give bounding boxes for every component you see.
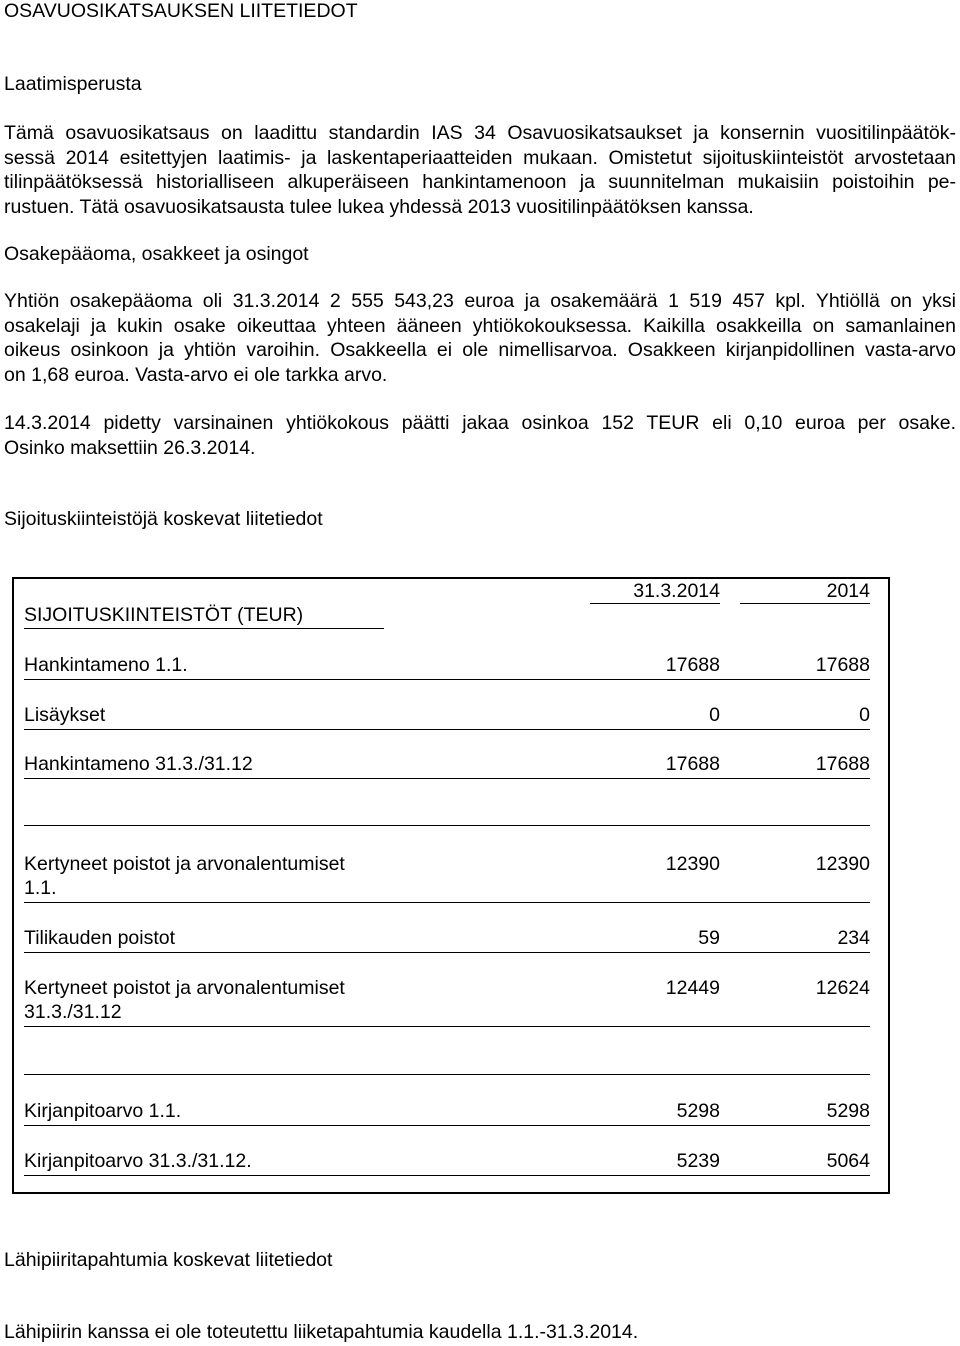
row-value-31-3-2014: 12390 [665,853,720,875]
row-value-2014: 5298 [826,1100,870,1122]
row-value-2014: 234 [837,927,870,949]
row-value-2014: 5064 [826,1150,870,1172]
table-title: SIJOITUSKIINTEISTÖT (TEUR) [24,604,304,626]
row-label: Hankintameno 1.1. [24,654,188,676]
row-label: Lisäykset [24,704,106,726]
row-value-31-3-2014: 0 [709,704,720,726]
row-label: Kirjanpitoarvo 1.1. [24,1100,182,1122]
table-rule [24,1175,870,1176]
row-value-2014: 17688 [815,753,870,775]
row-label: Kertyneet poistot ja arvonalentumiset [24,853,345,875]
equity-heading: Osakepääoma, osakkeet ja osingot [4,243,309,265]
equity-paragraph-1 [4,289,956,387]
row-value-31-3-2014: 5298 [676,1100,720,1122]
row-value-31-3-2014: 17688 [665,654,720,676]
equity-paragraph-line: on 1,68 euroa. Vasta-arvo ei ole tarkka arvo. [4,363,388,386]
related-party-text: Lähipiirin kanssa ei ole toteutettu liiketapahtumia kaudella 1.1.-31.3.2014. [4,1321,639,1343]
table-section-rule [24,825,870,826]
basis-paragraph-line: rustuen. Tätä osavuosikatsausta tulee lukea yhdessä 2013 vuositilinpäätöksen kanssa. [4,195,754,218]
related-party-heading: Lähipiiritapahtumia koskevat liitetiedot [4,1249,333,1271]
table-rule [24,952,870,953]
equity-paragraph-line: 14.3.2014 pidetty varsinainen yhtiökokous päätti jakaa osinkoa 152 TEUR eli 0,10 euroa per osake. [4,412,956,434]
row-value-2014: 12624 [815,977,870,999]
basis-heading: Laatimisperusta [4,73,142,95]
table-rule [24,679,870,680]
row-value-31-3-2014: 59 [698,927,720,949]
basis-paragraph-line: Tämä osavuosikatsaus on laadittu standardin IAS 34 Osavuosikatsaukset ja konsernin vuositilinpäätök- [4,122,956,144]
table-rule [24,902,870,903]
row-label: 31.3./31.12 [24,1001,122,1023]
column-header-2014: 2014 [826,580,870,602]
row-label: Kirjanpitoarvo 31.3./31.12. [24,1150,252,1172]
investment-properties-heading: Sijoituskiinteistöjä koskevat liitetiedot [4,508,323,530]
row-value-2014: 12390 [815,853,870,875]
row-label: Kertyneet poistot ja arvonalentumiset [24,977,345,999]
equity-paragraph-line: Osinko maksettiin 26.3.2014. [4,436,256,459]
document-title: OSAVUOSIKATSAUKSEN LIITETIEDOT [4,0,358,22]
basis-paragraph [4,121,956,219]
row-label: 1.1. [24,877,57,899]
table-rule [740,603,870,604]
table-section-rule [24,1074,870,1075]
table-rule [24,778,870,779]
row-value-2014: 0 [859,704,870,726]
row-label: Hankintameno 31.3./31.12 [24,753,253,775]
equity-paragraph-2 [4,411,956,460]
table-rule [24,628,384,629]
row-value-2014: 17688 [815,654,870,676]
equity-paragraph-line: oikeus osinkoon ja yhtiön varoihin. Osakkeella ei ole nimellisarvoa. Osakkeen kirjanpidollinen vasta-arvo [4,339,956,362]
row-value-31-3-2014: 17688 [665,753,720,775]
basis-paragraph-line: tilinpäätöksessä historialliseen alkuperäiseen hankintamenoon ja suunnitelman mukaisiin poistoihin pe- [4,171,956,194]
column-header-31-3-2014: 31.3.2014 [633,580,720,602]
table-rule [590,603,720,604]
row-value-31-3-2014: 5239 [676,1150,720,1172]
basis-paragraph-line: sessä 2014 esitettyjen laatimis- ja laskentaperiaatteiden mukaan. Omistetut sijoituskiinteistöt arvostetaan [4,146,956,169]
table-rule [24,1026,870,1027]
row-value-31-3-2014: 12449 [665,977,720,999]
row-label: Tilikauden poistot [24,927,176,949]
equity-paragraph-line: Yhtiön osakepääoma oli 31.3.2014 2 555 543,23 euroa ja osakemäärä 1 519 457 kpl. Yhtiöllä on yksi [4,290,956,312]
table-rule [24,1125,870,1126]
equity-paragraph-line: osakelaji ja kukin osake oikeuttaa yhteen ääneen yhtiökokouksessa. Kaikilla osakkeilla on samanlainen [4,314,956,337]
table-rule [24,729,870,730]
